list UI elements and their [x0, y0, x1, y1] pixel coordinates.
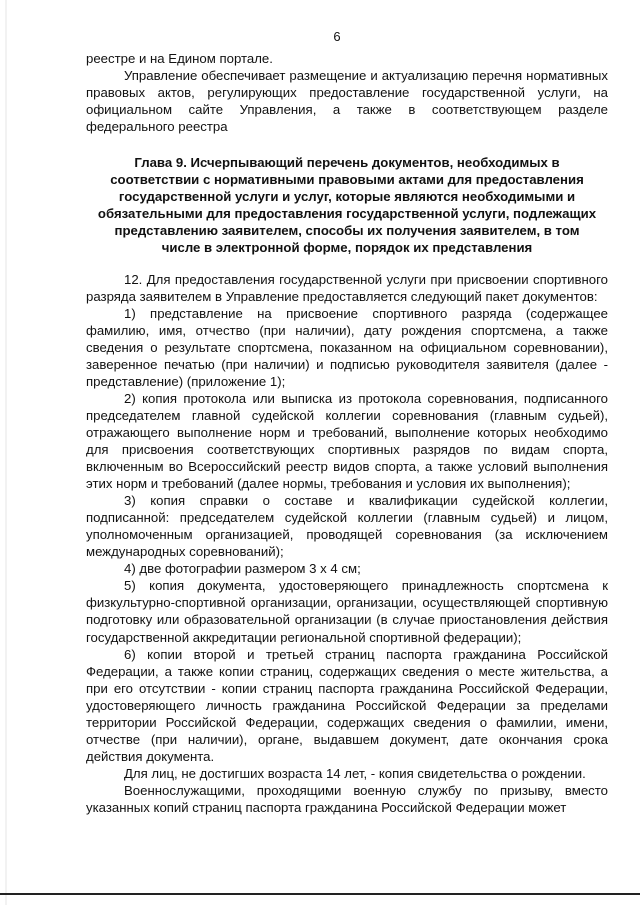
- chapter-heading-line: числе в электронной форме, порядок их представления: [161, 240, 533, 256]
- intro-line: реестре и на Едином портале.: [86, 51, 273, 66]
- list-item-2: 2) копия протокола или выписка из протокола соревнования, подписанного председателем главной судейской коллегии соревнования (главным судьей), отражающего выполнение норм и требований, выполнение которых необходимо для присвоения соответствующих спортивных разрядов по видам спорта, включенным во Всероссийский реестр видов спорта, а также условий выполнения этих норм и требований (далее нормы, требования и условия их выполнения);: [86, 390, 608, 492]
- military-note: Военнослужащими, проходящими военную службу по призыву, вместо указанных копий страниц паспорта гражданина Российской Федерации может: [86, 782, 608, 815]
- chapter-heading: [86, 154, 608, 256]
- chapter-heading-line: Глава 9. Исчерпывающий перечень документов, необходимых в: [134, 155, 560, 171]
- page-number: 6: [333, 29, 341, 44]
- list-item-4: 4) две фотографии размером 3 х 4 см;: [124, 561, 361, 577]
- page-content: [86, 50, 608, 816]
- list-item-1: 1) представление на присвоение спортивного разряда (содержащее фамилию, имя, отчество (при наличии), дату рождения спортсмена, а также сведения о результате спортсмена, показанном на официальном соревновании), заверенное печатью (при наличии) и подписью руководителя заявителя (далее - представление) (приложение 1);: [86, 305, 608, 389]
- list-item-6: 6) копии второй и третьей страниц паспорта гражданина Российской Федерации, а также копии страниц, содержащих сведения о месте жительства, а при его отсутствии - копии страниц паспорта гражданина Российской Федерации, удостоверяющего личность гражданина Российской Федерации за пределами территории Российской Федерации, содержащих сведения о фамилии, имени, отчестве (при наличии), органе, выдавшем документ, дате окончания срока действия документа.: [86, 646, 608, 764]
- minors-note: Для лиц, не достигших возраста 14 лет, - копия свидетельства о рождении.: [124, 765, 586, 781]
- list-item-3: 3) копия справки о составе и квалификации судейской коллегии, подписанной: председателем судейской коллегии (главным судьей) и лицом, уполномоченным организацией, проводящей соревнования (за исключением международных соревнований);: [86, 493, 608, 560]
- chapter-heading-line: обязательными для предоставления государственной услуги, подлежащих: [97, 206, 597, 222]
- list-item-5: 5) копия документа, удостоверяющего принадлежность спортсмена к физкультурно-спортивной организации, организации, осуществляющей спортивную подготовку или образовательной организации (в случае приостановления действия государственной аккредитации региональной спортивной федерации);: [86, 578, 608, 645]
- scan-bottom-border: [0, 893, 640, 895]
- scan-edge: [5, 0, 7, 905]
- chapter-heading-line: соответствии с нормативными правовыми актами для предоставления: [110, 172, 584, 188]
- intro-paragraph: Управление обеспечивает размещение и актуализацию перечня нормативных правовых актов, регулирующих предоставление государственной услуги, на официальном сайте Управления, а также в соответствующем разделе федерального реестра: [86, 68, 608, 135]
- paragraph-12: 12. Для предоставления государственной услуги при присвоении спортивного разряда заявителем в Управление предоставляется следующий пакет документов:: [86, 271, 608, 304]
- chapter-heading-line: представлению заявителем, способы их получения заявителем, в том: [114, 223, 580, 239]
- chapter-heading-line: государственной услуги и услуг, которые являются необходимыми и: [118, 189, 576, 205]
